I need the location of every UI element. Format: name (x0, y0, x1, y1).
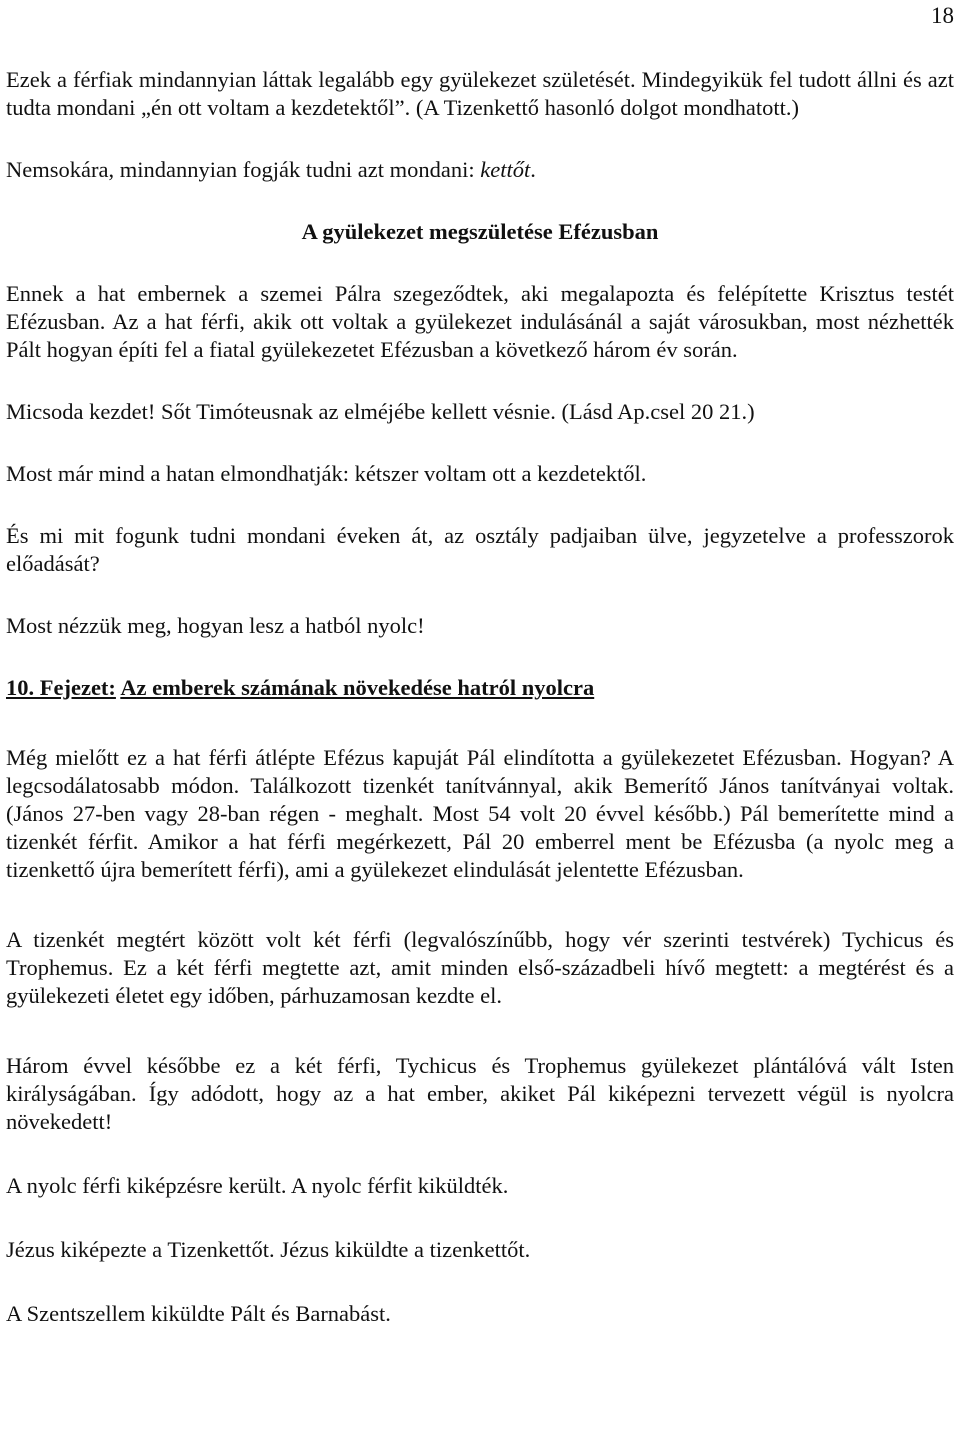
paragraph-ephesus-start: Még mielőtt ez a hat férfi átlépte Efézus kapuját Pál elindította a gyülekezetet Efézusban. Hogyan? A legcsodálatosabb módon. Találkozott tizenkét tanítvánnyal, akik Bemerítő János tanítványai voltak. (János 27-ben vagy 28-ban régen - meghalt. Most 54 volt 20 évvel később.) Pál bemerítette mind a tizenkét férfit. Amikor a hat férfi megérkezett, Pál 20 emberrel ment be Efézusba (a nyolc meg a tizenkettő újra bemerített férfi), ami a gyülekezet elindulását jelentette Efézusban. (6, 745, 954, 882)
chapter-title: Az emberek számának növekedése hatról nyolcra (120, 675, 595, 700)
paragraph-soon-prefix: Nemsokára, mindannyian fogják tudni azt mondani: (6, 157, 481, 182)
chapter-heading (6, 674, 954, 702)
emphasis-ketto: kettőt (480, 157, 531, 182)
paragraph-soon-suffix: . (530, 157, 536, 182)
paragraph-intro: Ezek a férfiak mindannyian láttak legalább egy gyülekezet születését. Mindegyikük fel tudott állni és azt tudta mondani „én ott voltam a kezdetektől”. (A Tizenkettő hasonló dolgot mondhatott.) (6, 67, 954, 120)
paragraph-question: És mi mit fogunk tudni mondani éveken át, az osztály padjaiban ülve, jegyzetelve a professzorok előadását? (6, 523, 954, 576)
paragraph-tychicus: A tizenkét megtért között volt két férfi (legvalószínűbb, hogy vér szerinti testvérek) Tychicus és Trophemus. Ez a két férfi megtette azt, amit minden első-századbeli hívő megtett: a megtérést és a gyülekezeti életet egy időben, párhuzamosan kezdte el. (6, 927, 954, 1008)
section-heading: A gyülekezet megszületése Efézusban (301, 219, 659, 244)
paragraph-six-to-eight: Most nézzük meg, hogyan lesz a hatból nyolc! (6, 613, 425, 638)
paragraph-soon (6, 156, 954, 184)
paragraph-spirit: A Szentszellem kiküldte Pált és Barnabást. (6, 1301, 391, 1326)
chapter-label: 10. Fejezet: (6, 675, 116, 700)
paragraph-twice: Most már mind a hatan elmondhatják: kétszer voltam ott a kezdetektől. (6, 461, 647, 486)
paragraph-eight-men: A nyolc férfi kiképzésre került. A nyolc férfit kiküldték. (6, 1173, 509, 1198)
paragraph-what-a-start: Micsoda kezdet! Sőt Timóteusnak az elméjébe kellett vésnie. (Lásd Ap.csel 20 21.) (6, 399, 755, 424)
page-number: 18 (931, 3, 954, 28)
document-body (6, 66, 954, 1328)
paragraph-six-men: Ennek a hat embernek a szemei Pálra szegeződtek, aki megalapozta és felépítette Krisztus testét Efézusban. Az a hat férfi, akik ott voltak a gyülekezet indulásánál a saját városukban, most nézhették Pált hogyan építi fel a fiatal gyülekezetet Efézusban a következő három év során. (6, 281, 954, 362)
paragraph-three-years: Három évvel későbbe ez a két férfi, Tychicus és Trophemus gyülekezet plántálóvá vált Isten királyságában. Így adódott, hogy az a hat ember, akiket Pál kiképezni tervezett végül is nyolcra növekedett! (6, 1053, 954, 1134)
paragraph-jesus: Jézus kiképezte a Tizenkettőt. Jézus kiküldte a tizenkettőt. (6, 1237, 531, 1262)
